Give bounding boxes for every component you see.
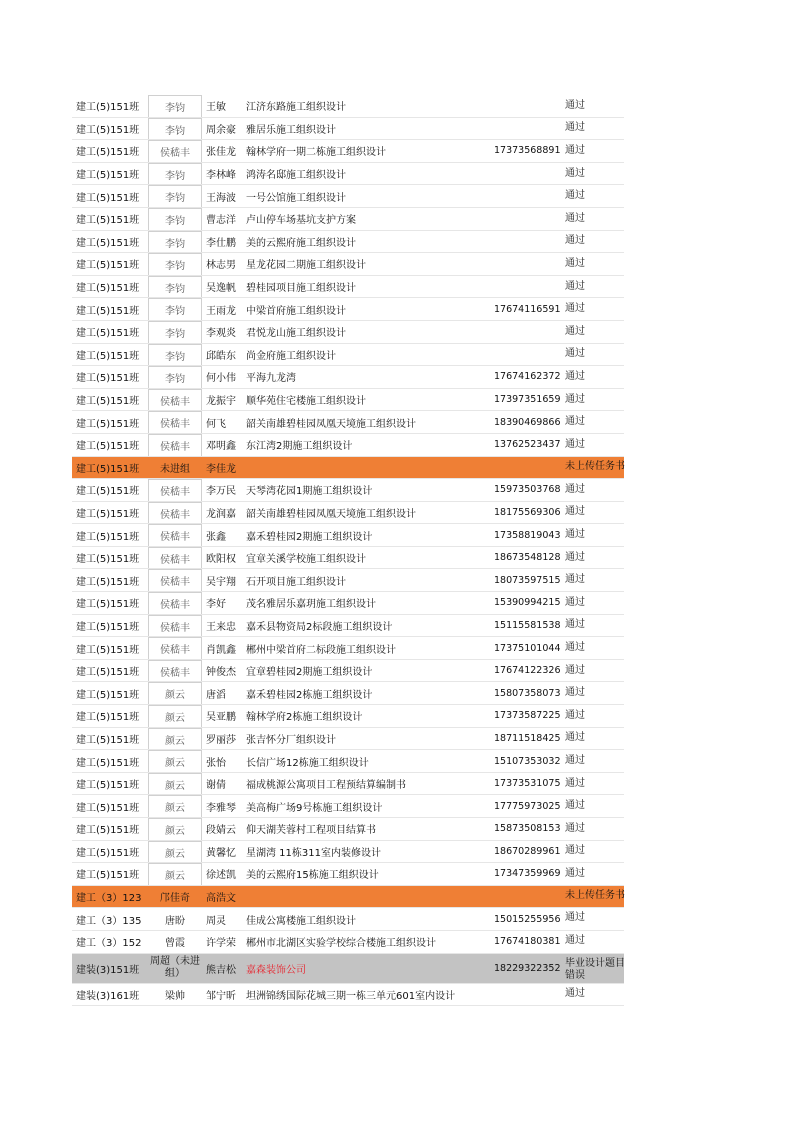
phone-cell	[494, 118, 562, 140]
status-cell: 通过	[565, 506, 585, 518]
phone-cell: 18175569306	[494, 506, 561, 518]
student-cell: 王来忠	[206, 621, 236, 633]
topic-cell: 嘉禾碧桂园2栋施工组织设计	[246, 689, 373, 701]
table-row	[72, 660, 624, 683]
table-row	[72, 863, 624, 886]
status-cell: 通过	[565, 212, 585, 224]
topic-cell: 韶关南雄碧桂园凤凰天境施工组织设计	[246, 418, 416, 430]
phone-cell: 13762523437	[494, 439, 561, 451]
phone-cell: 17775973025	[494, 800, 561, 812]
phone-cell: 18673548128	[494, 552, 561, 564]
phone-cell: 15973503768	[494, 484, 561, 496]
teacher-cell: 侯嵇丰	[148, 569, 202, 591]
table-row	[72, 276, 624, 299]
topic-cell	[246, 457, 494, 479]
teacher-cell: 颜云	[148, 795, 202, 817]
student-cell: 吴亚鹏	[206, 712, 236, 724]
status-cell: 通过	[565, 912, 585, 924]
phone-cell: 15390994215	[494, 597, 561, 609]
table-row	[72, 344, 624, 367]
table-row	[72, 931, 624, 954]
student-cell: 李万民	[206, 486, 236, 498]
status-cell: 通过	[565, 551, 585, 563]
teacher-cell: 唐盼	[165, 915, 185, 927]
status-cell: 通过	[565, 800, 585, 812]
table-row	[72, 231, 624, 254]
topic-cell: 郴州市北湖区实验学校综合楼施工组织设计	[246, 938, 436, 950]
phone-cell	[494, 208, 562, 230]
table-row	[72, 705, 624, 728]
topic-cell: 郴州中梁首府二标段施工组织设计	[246, 644, 396, 656]
class-cell: 建工(5)151班	[76, 689, 140, 701]
status-cell: 通过	[565, 167, 585, 179]
table-row	[72, 592, 624, 615]
table-row	[72, 841, 624, 864]
status-cell: 通过	[565, 122, 585, 134]
teacher-cell: 侯嵇丰	[148, 524, 202, 546]
topic-cell: 茂名雅居乐嘉玥施工组织设计	[246, 599, 376, 611]
spreadsheet-table	[72, 95, 624, 1006]
phone-cell: 17373568891	[494, 145, 561, 157]
class-cell: 建工(5)151班	[76, 757, 140, 769]
status-cell: 通过	[565, 755, 585, 767]
teacher-cell: 李钧	[148, 185, 202, 207]
table-row	[72, 411, 624, 434]
status-cell: 通过	[565, 596, 585, 608]
topic-cell	[246, 886, 494, 908]
status-cell: 通过	[565, 144, 585, 156]
teacher-cell: 李钧	[148, 231, 202, 253]
teacher-cell: 李钧	[148, 163, 202, 185]
topic-cell: 嘉森装饰公司	[246, 964, 306, 976]
table-row	[72, 615, 624, 638]
phone-cell: 17375101044	[494, 642, 561, 654]
student-cell: 何飞	[206, 418, 226, 430]
table-row	[72, 321, 624, 344]
table-row	[72, 728, 624, 751]
topic-cell: 佳成公寓楼施工组织设计	[246, 915, 356, 927]
phone-cell	[494, 95, 562, 117]
teacher-cell: 李钧	[148, 344, 202, 366]
phone-cell: 17347359969	[494, 868, 561, 880]
class-cell: 建工(5)151班	[76, 215, 140, 227]
table-row	[72, 389, 624, 412]
teacher-cell: 颜云	[148, 750, 202, 772]
phone-cell: 15873508153	[494, 823, 561, 835]
teacher-cell: 周超（未进组）	[150, 956, 200, 980]
student-cell: 龙润嘉	[206, 508, 236, 520]
teacher-cell: 侯嵇丰	[148, 479, 202, 501]
table-row	[72, 95, 624, 118]
class-cell: 建工(5)151班	[76, 644, 140, 656]
teacher-cell: 颜云	[148, 841, 202, 863]
status-cell: 通过	[565, 987, 585, 999]
topic-cell: 张吉怀分厂组织设计	[246, 734, 336, 746]
status-cell: 通过	[565, 934, 585, 946]
phone-cell: 15115581538	[494, 619, 561, 631]
student-cell: 段婧云	[206, 825, 236, 837]
teacher-cell: 李钧	[148, 208, 202, 230]
status-cell: 通过	[565, 190, 585, 202]
phone-cell	[494, 886, 562, 908]
phone-cell	[494, 457, 562, 479]
phone-cell	[494, 163, 562, 185]
class-cell: 建工(5)151班	[76, 350, 140, 362]
class-cell: 建工(5)151班	[76, 305, 140, 317]
teacher-cell: 颜云	[148, 863, 202, 885]
table-row	[72, 637, 624, 660]
student-cell: 王雨龙	[206, 305, 236, 317]
topic-cell: 碧桂园项目施工组织设计	[246, 283, 356, 295]
status-cell: 通过	[565, 393, 585, 405]
student-cell: 李佳龙	[206, 463, 236, 475]
topic-cell: 鸿涛名邸施工组织设计	[246, 170, 346, 182]
status-cell: 通过	[565, 642, 585, 654]
table-row	[72, 795, 624, 818]
teacher-cell: 梁帅	[165, 990, 185, 1002]
class-cell: 建工(5)151班	[76, 463, 140, 475]
class-cell: 建工(5)151班	[76, 192, 140, 204]
teacher-cell: 颜云	[148, 728, 202, 750]
topic-cell: 嘉禾县物资局2标段施工组织设计	[246, 621, 393, 633]
phone-cell	[494, 321, 562, 343]
status-cell: 毕业设计题目错误	[565, 957, 625, 981]
phone-cell: 15807358073	[494, 687, 561, 699]
table-row	[72, 886, 624, 909]
topic-cell: 嘉禾碧桂园2期施工组织设计	[246, 531, 373, 543]
topic-cell: 坦洲锦绣国际花城三期一栋三单元601室内设计	[246, 990, 456, 1002]
teacher-cell: 侯嵇丰	[148, 502, 202, 524]
class-cell: 建工(5)151班	[76, 712, 140, 724]
topic-cell: 美的云熙府15栋施工组织设计	[246, 870, 379, 882]
teacher-cell: 颜云	[148, 705, 202, 727]
topic-cell: 卢山停车场基坑支护方案	[246, 215, 356, 227]
class-cell: 建工(5)151班	[76, 576, 140, 588]
class-cell: 建装(3)161班	[76, 990, 140, 1002]
phone-cell	[494, 984, 562, 1006]
topic-cell: 长信广场12栋施工组织设计	[246, 757, 369, 769]
teacher-cell: 颜云	[148, 818, 202, 840]
student-cell: 李雅琴	[206, 802, 236, 814]
status-cell: 通过	[565, 619, 585, 631]
teacher-cell: 侯嵇丰	[148, 140, 202, 162]
phone-cell	[494, 185, 562, 207]
topic-cell: 宜章关溪学校施工组织设计	[246, 554, 366, 566]
topic-cell: 星湖湾 11栋311室内装修设计	[246, 847, 381, 859]
student-cell: 周余豪	[206, 124, 236, 136]
table-row	[72, 163, 624, 186]
class-cell: 建工(5)151班	[76, 847, 140, 859]
student-cell: 李仕鹏	[206, 237, 236, 249]
phone-cell	[494, 276, 562, 298]
table-row	[72, 118, 624, 141]
phone-cell: 17674122326	[494, 665, 561, 677]
topic-cell: 中梁首府施工组织设计	[246, 305, 346, 317]
student-cell: 邹宁昕	[206, 990, 236, 1002]
status-cell: 通过	[565, 303, 585, 315]
phone-cell: 17674162372	[494, 371, 561, 383]
topic-cell: 翰林学府2栋施工组织设计	[246, 712, 363, 724]
class-cell: 建工（3）152	[76, 938, 142, 950]
table-row	[72, 366, 624, 389]
student-cell: 张鑫	[206, 531, 226, 543]
table-row	[72, 253, 624, 276]
status-cell: 通过	[565, 483, 585, 495]
topic-cell: 江济东路施工组织设计	[246, 102, 346, 114]
teacher-cell: 李钧	[148, 366, 202, 388]
status-cell: 通过	[565, 370, 585, 382]
student-cell: 欧阳权	[206, 554, 236, 566]
student-cell: 肖凯鑫	[206, 644, 236, 656]
class-cell: 建工(5)151班	[76, 734, 140, 746]
class-cell: 建工(5)151班	[76, 870, 140, 882]
student-cell: 周灵	[206, 915, 226, 927]
table-row	[72, 818, 624, 841]
student-cell: 林志男	[206, 260, 236, 272]
phone-cell: 17373587225	[494, 710, 561, 722]
class-cell: 建工(5)151班	[76, 599, 140, 611]
teacher-cell: 颜云	[148, 682, 202, 704]
class-cell: 建工(5)151班	[76, 170, 140, 182]
teacher-cell: 颜云	[148, 773, 202, 795]
student-cell: 龙振宇	[206, 396, 236, 408]
student-cell: 许学荣	[206, 938, 236, 950]
student-cell: 张佳龙	[206, 147, 236, 159]
student-cell: 黄馨忆	[206, 847, 236, 859]
student-cell: 高浩文	[206, 893, 236, 905]
teacher-cell: 李钧	[148, 298, 202, 320]
table-row	[72, 208, 624, 231]
class-cell: 建工(5)151班	[76, 825, 140, 837]
status-cell: 未上传任务书	[565, 889, 625, 901]
phone-cell: 18390469866	[494, 416, 561, 428]
teacher-cell: 曾霞	[165, 938, 185, 950]
status-cell: 通过	[565, 99, 585, 111]
student-cell: 何小伟	[206, 373, 236, 385]
class-cell: 建工(5)151班	[76, 486, 140, 498]
phone-cell: 17674116591	[494, 303, 561, 315]
status-cell: 通过	[565, 845, 585, 857]
table-row	[72, 185, 624, 208]
topic-cell: 翰林学府一期二栋施工组织设计	[246, 147, 386, 159]
status-cell: 通过	[565, 732, 585, 744]
class-cell: 建工(5)151班	[76, 237, 140, 249]
class-cell: 建工(5)151班	[76, 283, 140, 295]
teacher-cell: 李钧	[148, 253, 202, 275]
phone-cell	[494, 231, 562, 253]
student-cell: 王海波	[206, 192, 236, 204]
table-row	[72, 434, 624, 457]
class-cell: 建工(5)151班	[76, 418, 140, 430]
status-cell: 通过	[565, 325, 585, 337]
phone-cell	[494, 344, 562, 366]
table-row	[72, 773, 624, 796]
student-cell: 徐述凯	[206, 870, 236, 882]
student-cell: 王敏	[206, 102, 226, 114]
topic-cell: 一号公馆施工组织设计	[246, 192, 346, 204]
class-cell: 建工(5)151班	[76, 124, 140, 136]
phone-cell: 17674180381	[494, 936, 561, 948]
table-row	[72, 524, 624, 547]
table-row	[72, 954, 624, 984]
teacher-cell: 侯嵇丰	[148, 434, 202, 456]
phone-cell: 17373531075	[494, 778, 561, 790]
class-cell: 建工(5)151班	[76, 373, 140, 385]
student-cell: 谢倩	[206, 780, 226, 792]
topic-cell: 顺华苑住宅楼施工组织设计	[246, 396, 366, 408]
phone-cell: 17397351659	[494, 394, 561, 406]
topic-cell: 仰天湖芙蓉村工程项目结算书	[246, 825, 376, 837]
teacher-cell: 李钧	[148, 321, 202, 343]
class-cell: 建工(5)151班	[76, 508, 140, 520]
topic-cell: 尚金府施工组织设计	[246, 350, 336, 362]
table-row	[72, 682, 624, 705]
table-row	[72, 984, 624, 1007]
class-cell: 建工(5)151班	[76, 396, 140, 408]
student-cell: 曹志洋	[206, 215, 236, 227]
phone-cell: 18229322352	[494, 962, 561, 974]
status-cell: 通过	[565, 348, 585, 360]
status-cell: 通过	[565, 529, 585, 541]
table-row	[72, 457, 624, 480]
teacher-cell: 侯嵇丰	[148, 615, 202, 637]
topic-cell: 星龙花园二期施工组织设计	[246, 260, 366, 272]
student-cell: 钟俊杰	[206, 667, 236, 679]
status-cell: 通过	[565, 664, 585, 676]
class-cell: 建装(3)151班	[76, 964, 140, 976]
teacher-cell: 侯嵇丰	[148, 637, 202, 659]
table-row	[72, 569, 624, 592]
student-cell: 吴逸帆	[206, 283, 236, 295]
table-row	[72, 479, 624, 502]
student-cell: 罗丽莎	[206, 734, 236, 746]
status-cell: 通过	[565, 574, 585, 586]
table-row	[72, 502, 624, 525]
table-row	[72, 140, 624, 163]
topic-cell: 美的云熙府施工组织设计	[246, 237, 356, 249]
class-cell: 建工(5)151班	[76, 328, 140, 340]
student-cell: 唐滔	[206, 689, 226, 701]
class-cell: 建工(5)151班	[76, 554, 140, 566]
phone-cell: 18670289961	[494, 845, 561, 857]
topic-cell: 东江湾2期施工组织设计	[246, 441, 353, 453]
status-cell: 通过	[565, 438, 585, 450]
topic-cell: 平海九龙湾	[246, 373, 296, 385]
student-cell: 李好	[206, 599, 226, 611]
phone-cell	[494, 253, 562, 275]
table-row	[72, 547, 624, 570]
phone-cell: 17358819043	[494, 529, 561, 541]
status-cell: 通过	[565, 777, 585, 789]
class-cell: 建工(5)151班	[76, 147, 140, 159]
student-cell: 李观炎	[206, 328, 236, 340]
phone-cell: 18711518425	[494, 732, 561, 744]
status-cell: 通过	[565, 822, 585, 834]
topic-cell: 君悦龙山施工组织设计	[246, 328, 346, 340]
phone-cell: 15015255956	[494, 913, 561, 925]
status-cell: 通过	[565, 280, 585, 292]
class-cell: 建工(5)151班	[76, 667, 140, 679]
class-cell: 建工（3）135	[76, 915, 142, 927]
class-cell: 建工(5)151班	[76, 531, 140, 543]
table-row	[72, 750, 624, 773]
teacher-cell: 侯嵇丰	[148, 411, 202, 433]
teacher-cell: 未进组	[160, 463, 190, 475]
topic-cell: 天琴湾花园1期施工组织设计	[246, 486, 373, 498]
class-cell: 建工(5)151班	[76, 780, 140, 792]
status-cell: 通过	[565, 867, 585, 879]
topic-cell: 石开项目施工组织设计	[246, 576, 346, 588]
class-cell: 建工（3）123	[76, 893, 142, 905]
teacher-cell: 李钧	[148, 118, 202, 140]
student-cell: 邓明鑫	[206, 441, 236, 453]
teacher-cell: 侯嵇丰	[148, 389, 202, 411]
teacher-cell: 李钧	[148, 95, 202, 117]
class-cell: 建工(5)151班	[76, 441, 140, 453]
student-cell: 熊吉松	[206, 964, 236, 976]
topic-cell: 福成桃源公寓项目工程预结算编制书	[246, 780, 406, 792]
teacher-cell: 邝佳奇	[160, 893, 190, 905]
status-cell: 未上传任务书	[565, 460, 625, 472]
phone-cell: 15107353032	[494, 755, 561, 767]
topic-cell: 宜章碧桂园2期施工组织设计	[246, 667, 373, 679]
topic-cell: 美高梅广场9号栋施工组织设计	[246, 802, 383, 814]
teacher-cell: 侯嵇丰	[148, 592, 202, 614]
class-cell: 建工(5)151班	[76, 802, 140, 814]
class-cell: 建工(5)151班	[76, 621, 140, 633]
status-cell: 通过	[565, 709, 585, 721]
status-cell: 通过	[565, 687, 585, 699]
student-cell: 张怡	[206, 757, 226, 769]
class-cell: 建工(5)151班	[76, 260, 140, 272]
teacher-cell: 侯嵇丰	[148, 660, 202, 682]
topic-cell: 韶关南雄碧桂园凤凰天境施工组织设计	[246, 508, 416, 520]
table-row	[72, 298, 624, 321]
status-cell: 通过	[565, 235, 585, 247]
phone-cell: 18073597515	[494, 574, 561, 586]
teacher-cell: 侯嵇丰	[148, 547, 202, 569]
student-cell: 邱皓东	[206, 350, 236, 362]
status-cell: 通过	[565, 416, 585, 428]
student-cell: 李林峰	[206, 170, 236, 182]
table-row	[72, 908, 624, 931]
student-cell: 吴宇翔	[206, 576, 236, 588]
status-cell: 通过	[565, 257, 585, 269]
teacher-cell: 李钧	[148, 276, 202, 298]
topic-cell: 雅居乐施工组织设计	[246, 124, 336, 136]
class-cell: 建工(5)151班	[76, 102, 140, 114]
